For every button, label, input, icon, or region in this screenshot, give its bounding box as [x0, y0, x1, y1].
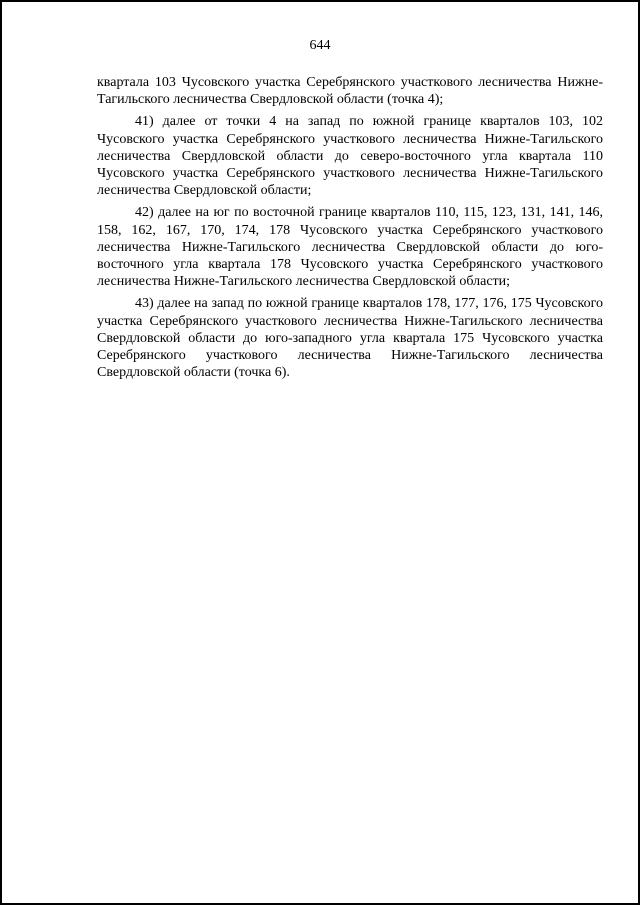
paragraph-item-43: 43) далее на запад по южной границе кварталов 178, 177, 176, 175 Чусовского участка Серебрянского участкового лесничества Нижне-Тагильского лесничества Свердловской области до юго-западного угла квартала 175 Чусовского участка Серебрянского участкового лесничества Нижне-Тагильского лесничества Свердловской области (точка 6).	[97, 296, 603, 381]
paragraph-item-41: 41) далее от точки 4 на запад по южной границе кварталов 103, 102 Чусовского участка Серебрянского участкового лесничества Нижне-Тагильского лесничества Свердловской области до северо-восточного угла квартала 110 Чусовского участка Серебрянского участкового лесничества Нижне-Тагильского лесничества Свердловской области;	[97, 114, 603, 199]
body-text	[97, 74, 603, 386]
paragraph-item-42: 42) далее на юг по восточной границе кварталов 110, 115, 123, 131, 141, 146, 158, 162, 167, 170, 174, 178 Чусовского участка Серебрянского участкового лесничества Нижне-Тагильского лесничества Свердловской области до юго-восточного угла квартала 178 Чусовского участка Серебрянского участкового лесничества Нижне-Тагильского лесничества Свердловской области;	[97, 205, 603, 290]
page-number: 644	[309, 38, 331, 53]
paragraph-continuation: квартала 103 Чусовского участка Серебрянского участкового лесничества Нижне-Тагильского лесничества Свердловской области (точка 4);	[97, 75, 603, 108]
